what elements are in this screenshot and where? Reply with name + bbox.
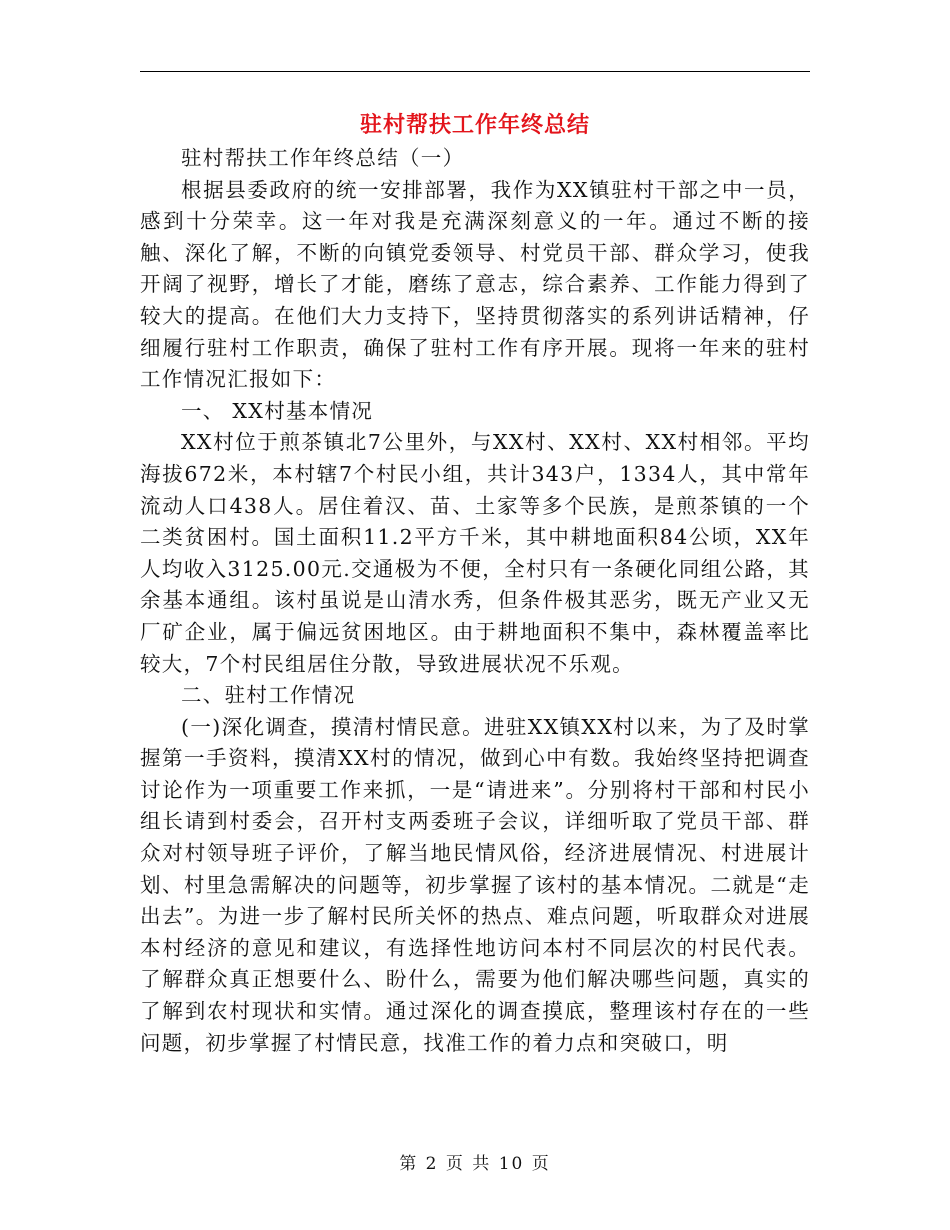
- subtitle-paragraph: 驻村帮扶工作年终总结（一）: [181, 146, 465, 170]
- document-body: [140, 143, 810, 1059]
- village-info-paragraph: XX村位于煎茶镇北7公里外，与XX村、XX村、XX村相邻。平均海拔672米，本村辖7个村民小组，共计343户，1334人，其中常年流动人口438人。居住着汉、苗、土家等多个民族，是煎茶镇的一个二类贫困村。国土面积11.2平方千米，其中耕地面积84公顷，XX年人均收入3125.00元.交通极为不便，全村只有一条硬化同组公路，其余基本通组。该村虽说是山清水秀，但条件极其恶劣，既无产业又无厂矿企业，属于偏远贫困地区。由于耕地面积不集中，森林覆盖率比较大，7个村民组居住分散，导致进展状况不乐观。: [140, 430, 810, 676]
- header-rule: [140, 71, 810, 72]
- page-number-footer: 第 2 页 共 10 页: [399, 1154, 551, 1174]
- document-title: 驻村帮扶工作年终总结: [359, 113, 590, 138]
- section-heading-2: 二、驻村工作情况: [181, 683, 356, 708]
- section-heading-1: 一、 XX村基本情况: [181, 398, 374, 423]
- survey-paragraph: (一)深化调查，摸清村情民意。进驻XX镇XX村以来，为了及时掌握第一手资料，摸清XX村的情况，做到心中有数。我始终坚持把调查讨论作为一项重要工作来抓，一是“请进来”。分别将村干部和村民小组长请到村委会，召开村支两委班子会议，详细听取了党员干部、群众对村领导班子评价，了解当地民情风俗，经济进展情况、村进展计划、村里急需解决的问题等，初步掌握了该村的基本情况。二就是“走出去”。为进一步了解村民所关怀的热点、难点问题，听取群众对进展本村经济的意见和建议，有选择性地访问本村不同层次的村民代表。了解群众真正想要什么、盼什么，需要为他们解决哪些问题，真实的了解到农村现状和实情。通过深化的调查摸底，整理该村存在的一些问题，初步掌握了村情民意，找准工作的着力点和突破口，明: [140, 714, 810, 1055]
- intro-paragraph: 根据县委政府的统一安排部署，我作为XX镇驻村干部之中一员，感到十分荣幸。这一年对我是充满深刻意义的一年。通过不断的接触、深化了解，不断的向镇党委领导、村党员干部、群众学习，使我开阔了视野，增长了才能，磨练了意志，综合素养、工作能力得到了较大的提高。在他们大力支持下，坚持贯彻落实的系列讲话精神，仔细履行驻村工作职责，确保了驻村工作有序开展。现将一年来的驻村工作情况汇报如下：: [140, 177, 810, 392]
